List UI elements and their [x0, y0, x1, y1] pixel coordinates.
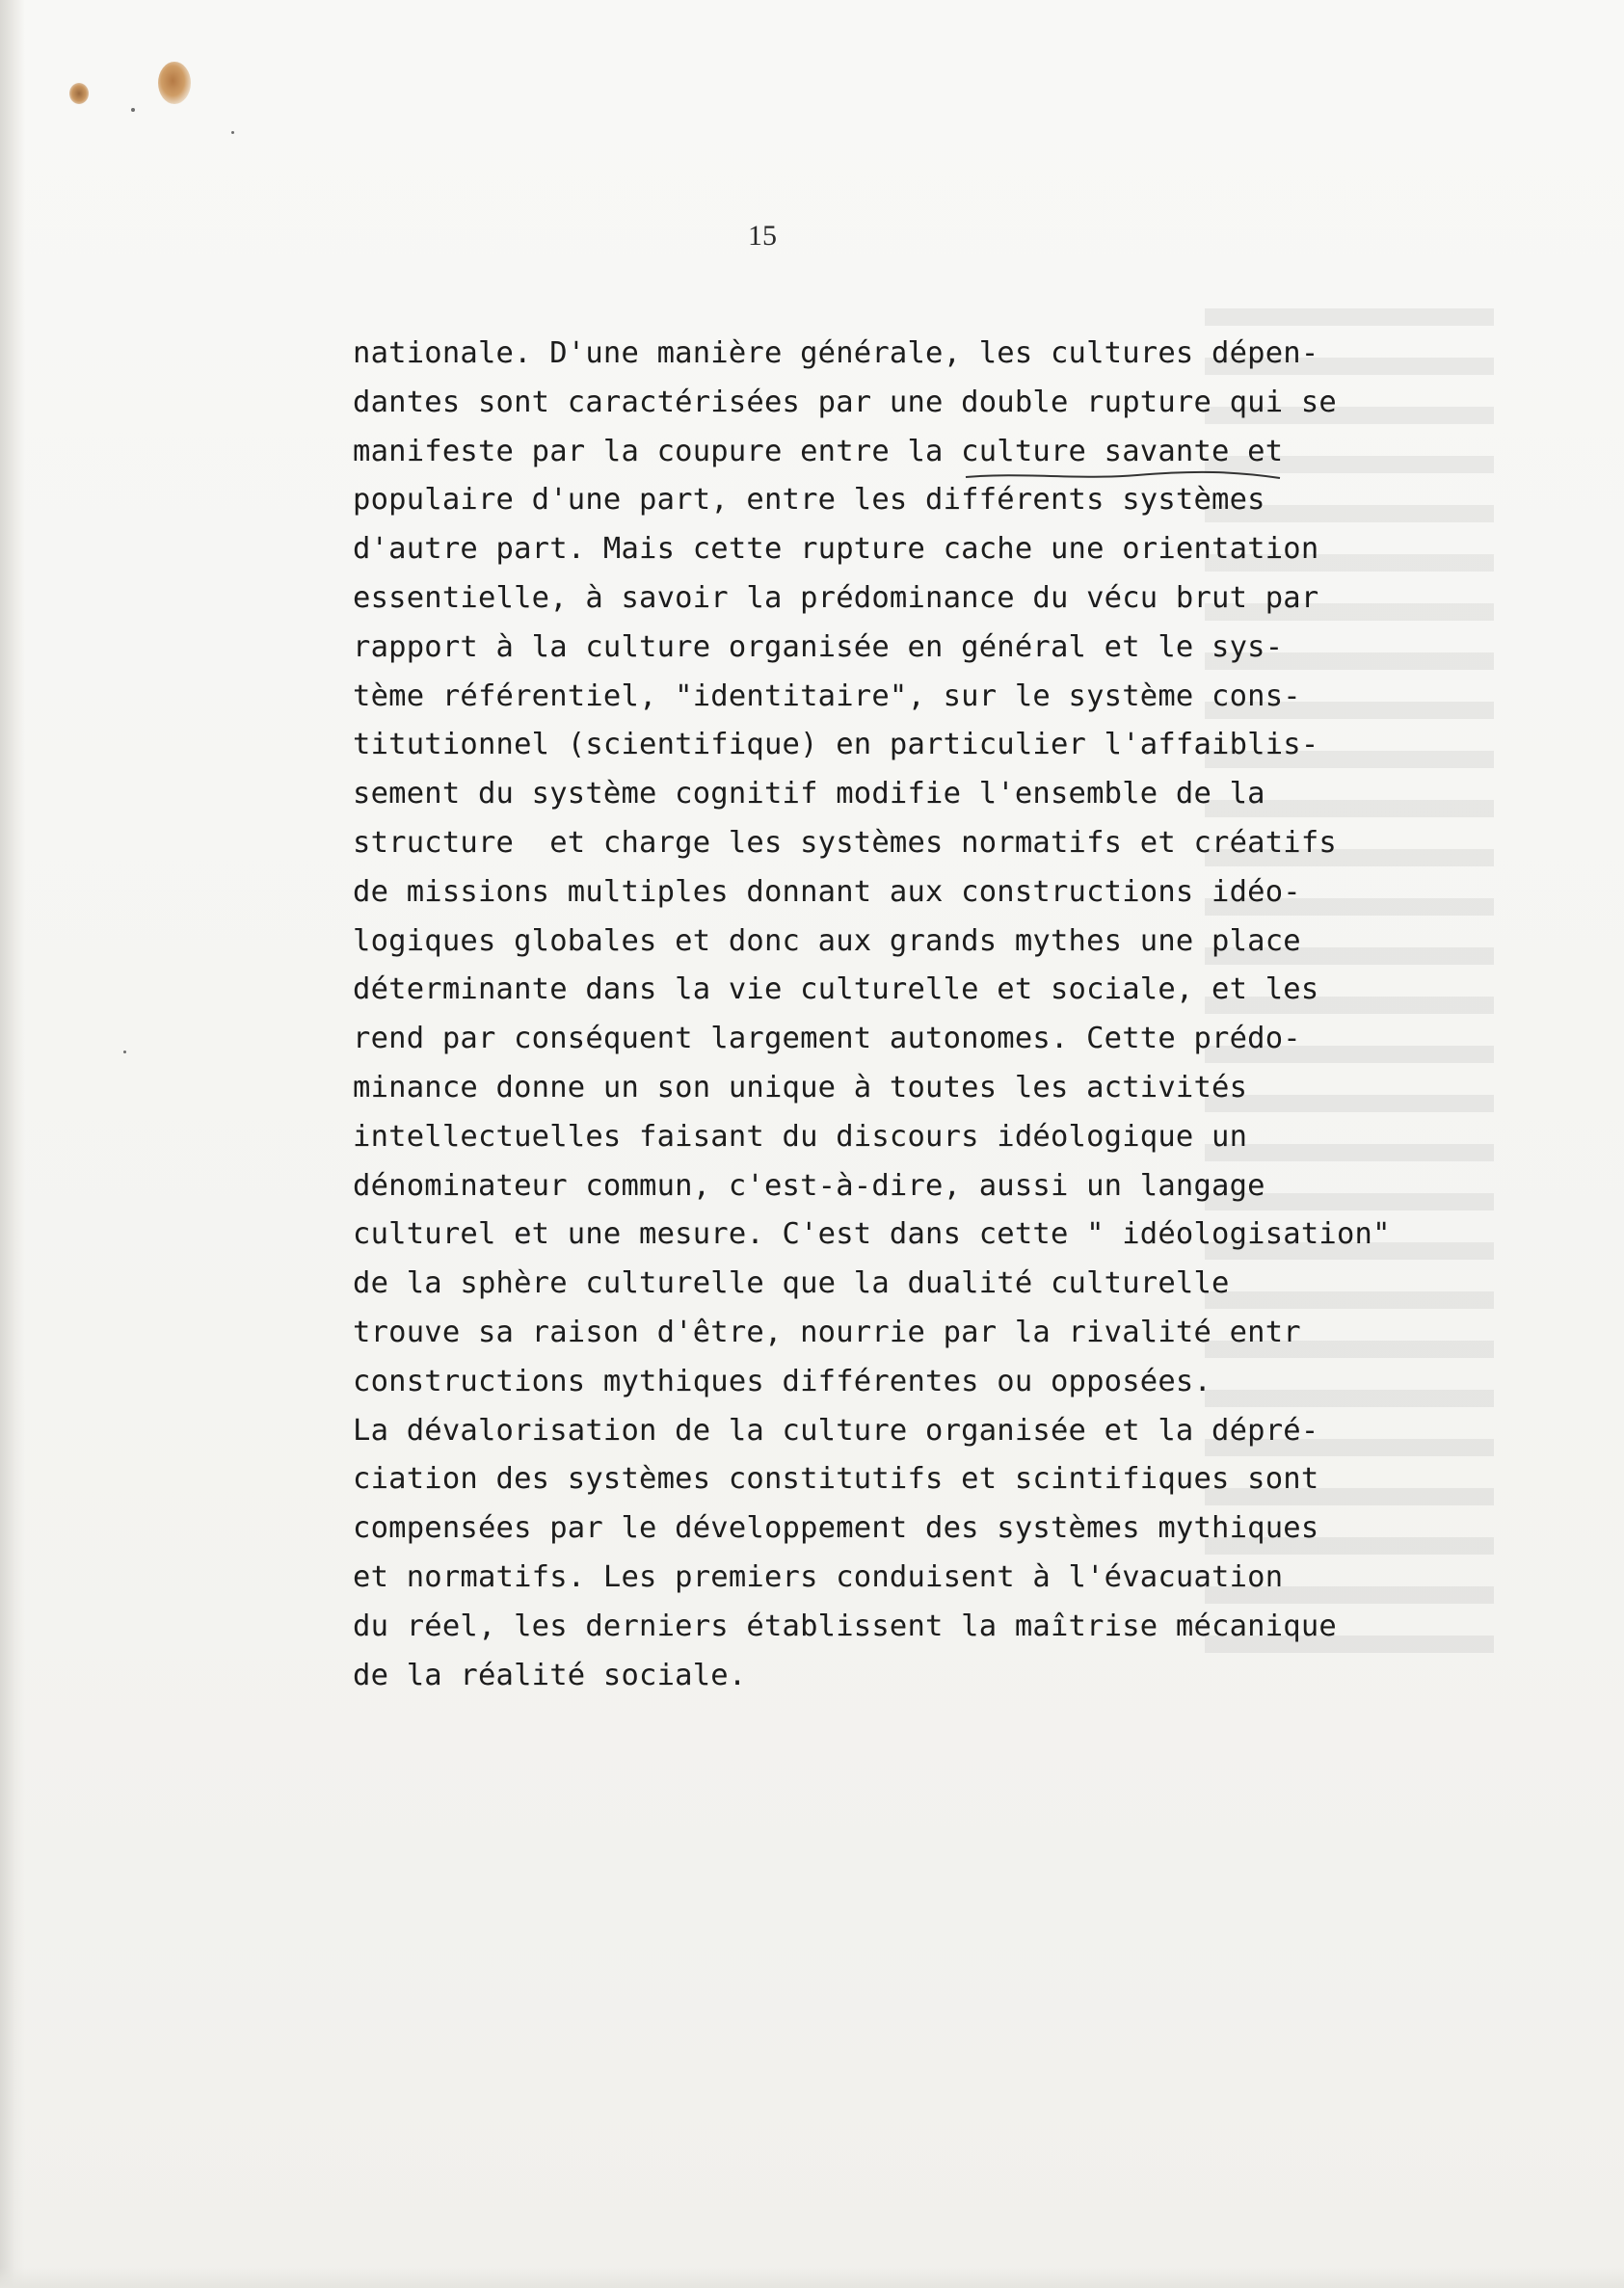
text-line: logiques globales et donc aux grands mythes une place [353, 923, 1301, 958]
rust-stain [158, 62, 191, 104]
text-line: et normatifs. Les premiers conduisent à l'évacuation [353, 1559, 1284, 1594]
text-line: culturel et une mesure. C'est dans cette " idéologisation" [353, 1217, 1391, 1252]
speck [131, 108, 135, 112]
text-line: intellectuelles faisant du discours idéologique un [353, 1119, 1248, 1154]
text-line: minance donne un son unique à toutes les activités [353, 1070, 1248, 1104]
text-line: rapport à la culture organisée en général et le sys- [353, 629, 1284, 664]
text-line: déterminante dans la vie culturelle et sociale, et les [353, 972, 1319, 1007]
speck [123, 1051, 126, 1053]
text-line: de missions multiples donnant aux constructions idéo- [353, 874, 1301, 909]
text-line: du réel, les derniers établissent la maîtrise mécanique [353, 1609, 1337, 1643]
text-line: structure et charge les systèmes normatifs et créatifs [353, 825, 1337, 860]
text-line: manifeste par la coupure entre la culture savante et [353, 434, 1284, 468]
text-line: trouve sa raison d'être, nourrie par la rivalité entr [353, 1315, 1301, 1349]
page-number: 15 [748, 220, 777, 252]
rust-stain-small [69, 83, 89, 104]
text-line: titutionnel (scientifique) en particulier l'affaiblis- [353, 728, 1319, 762]
text-line: constructions mythiques différentes ou opposées. [353, 1364, 1212, 1398]
text-line: de la sphère culturelle que la dualité culturelle [353, 1266, 1230, 1301]
body-text [353, 330, 1432, 1700]
text-line: tème référentiel, "identitaire", sur le système cons- [353, 678, 1301, 713]
text-line: essentielle, à savoir la prédominance du vécu brut par [353, 580, 1319, 615]
text-line: compensées par le développement des systèmes mythiques [353, 1511, 1319, 1546]
text-line: nationale. D'une manière générale, les cultures dépen- [353, 336, 1319, 370]
text-line: sement du système cognitif modifie l'ensemble de la [353, 777, 1265, 811]
text-line: dénominateur commun, c'est-à-dire, aussi un langage [353, 1168, 1265, 1203]
page-left-edge [0, 0, 25, 2288]
page-bottom-edge [0, 2267, 1624, 2288]
speck [231, 131, 234, 134]
text-line: ciation des systèmes constitutifs et scintifiques sont [353, 1462, 1319, 1497]
text-line: rend par conséquent largement autonomes. Cette prédo- [353, 1022, 1301, 1056]
text-line: populaire d'une part, entre les différents systèmes [353, 483, 1265, 518]
text-line: d'autre part. Mais cette rupture cache une orientation [353, 532, 1319, 567]
text-line: de la réalité sociale. [353, 1658, 747, 1692]
text-line: dantes sont caractérisées par une double rupture qui se [353, 385, 1337, 419]
text-line: La dévalorisation de la culture organisée et la dépré- [353, 1413, 1319, 1448]
